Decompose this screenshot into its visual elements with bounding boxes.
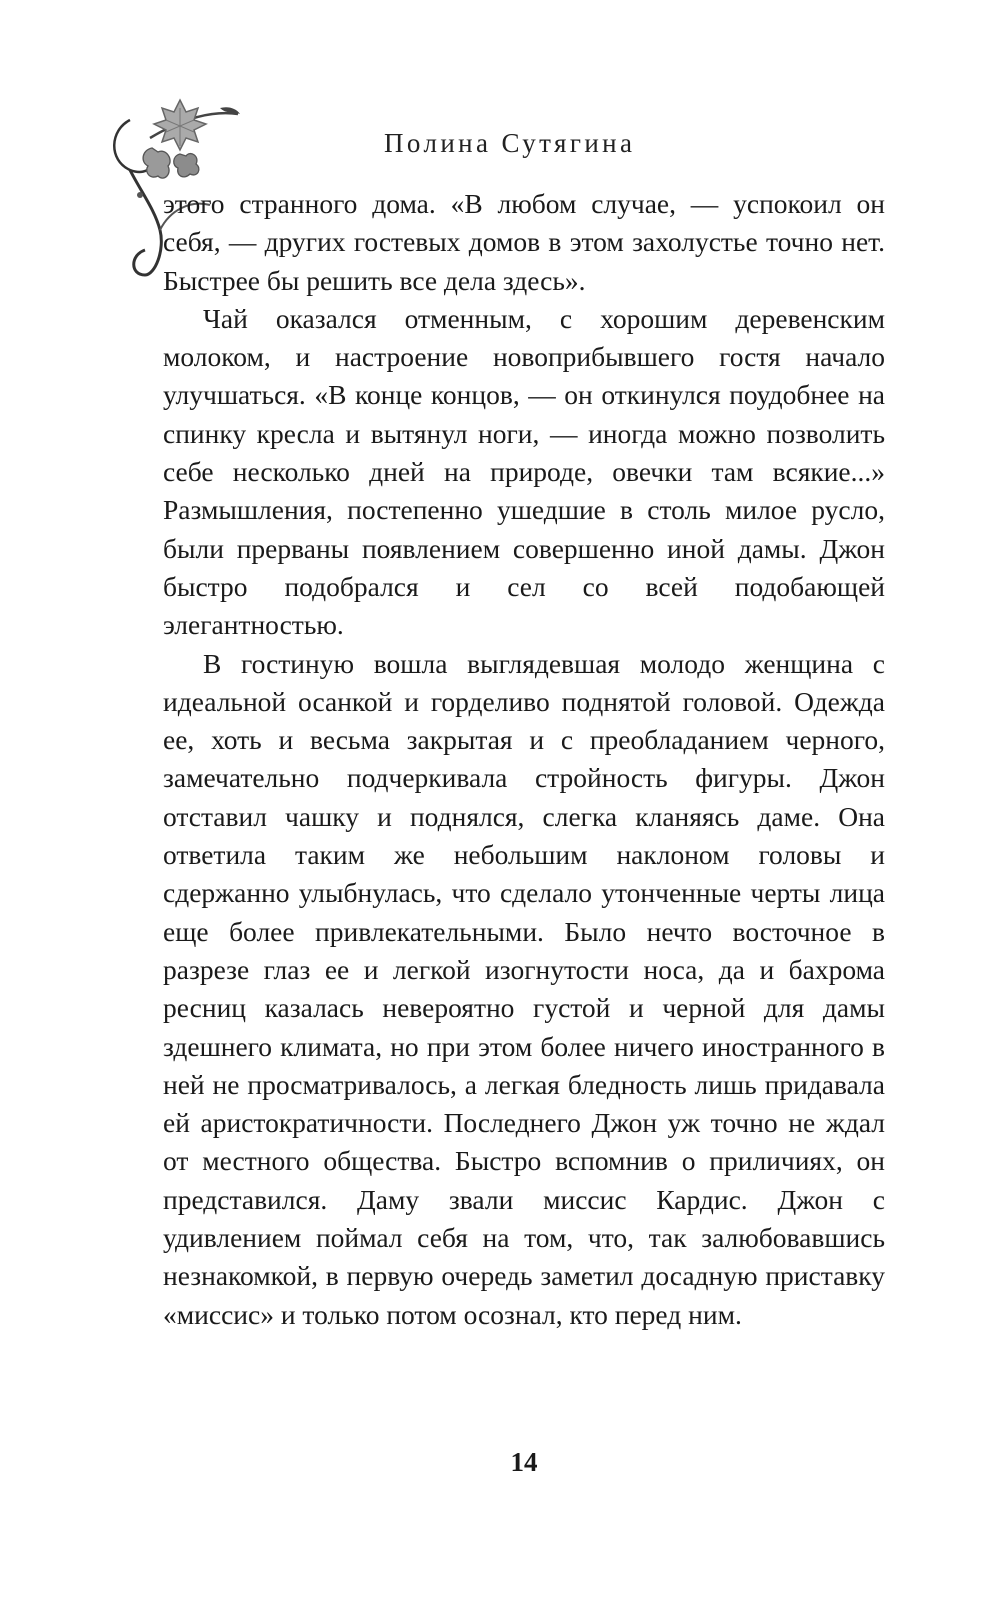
- paragraph-3: В гостиную вошла выглядевшая молодо женщина с идеальной осанкой и горделиво поднятой головой. Одежда ее, хоть и весьма закрытая и с преобладанием черного, замечательно подчеркивала стройность фигуры. Джон отставил чашку и поднялся, слегка кланяясь даме. Она ответила таким же небольшим наклоном головы и сдержанно улыбнулась, что сделало утонченные черты лица еще более привлекательными. Было нечто восточное в разрезе глаз ее и легкой изогнутости носа, да и бахрома ресниц казалась невероятно густой и черной для дамы здешнего климата, но при этом более ничего иностранного в ней не просматривалось, а легкая бледность лишь придавала ей аристократичности. Последнего Джон уж точно не ждал от местного общества. Быстро вспомнив о приличиях, он представился. Даму звали миссис Кардис. Джон с удивлением поймал себя на том, что, так залюбовавшись незнакомкой, в первую очередь заметил досадную приставку «миссис» и только потом осознал, кто перед ним.: [163, 647, 885, 1330]
- paragraph-1: этого странного дома. «В любом случае, — успокоил он себя, — других гостевых домов в этом захолустье точно нет. Быстрее бы решить все дела здесь».: [163, 188, 885, 296]
- page-number: 14: [510, 1447, 538, 1477]
- running-header-author: Полина Сутягина: [384, 128, 636, 158]
- body-text: [163, 185, 885, 1334]
- paragraph-2: Чай оказался отменным, с хорошим деревенским молоком, и настроение новоприбывшего гостя начало улучшаться. «В конце концов, — он откинулся поудобнее на спинку кресла и вытянул ноги, — иногда можно позволить себе несколько дней на природе, овечки там всякие...» Размышления, постепенно ушедшие в столь милое русло, были прерваны появлением совершенно иной дамы. Джон быстро подобрался и сел со всей подобающей элегантностью.: [163, 302, 885, 641]
